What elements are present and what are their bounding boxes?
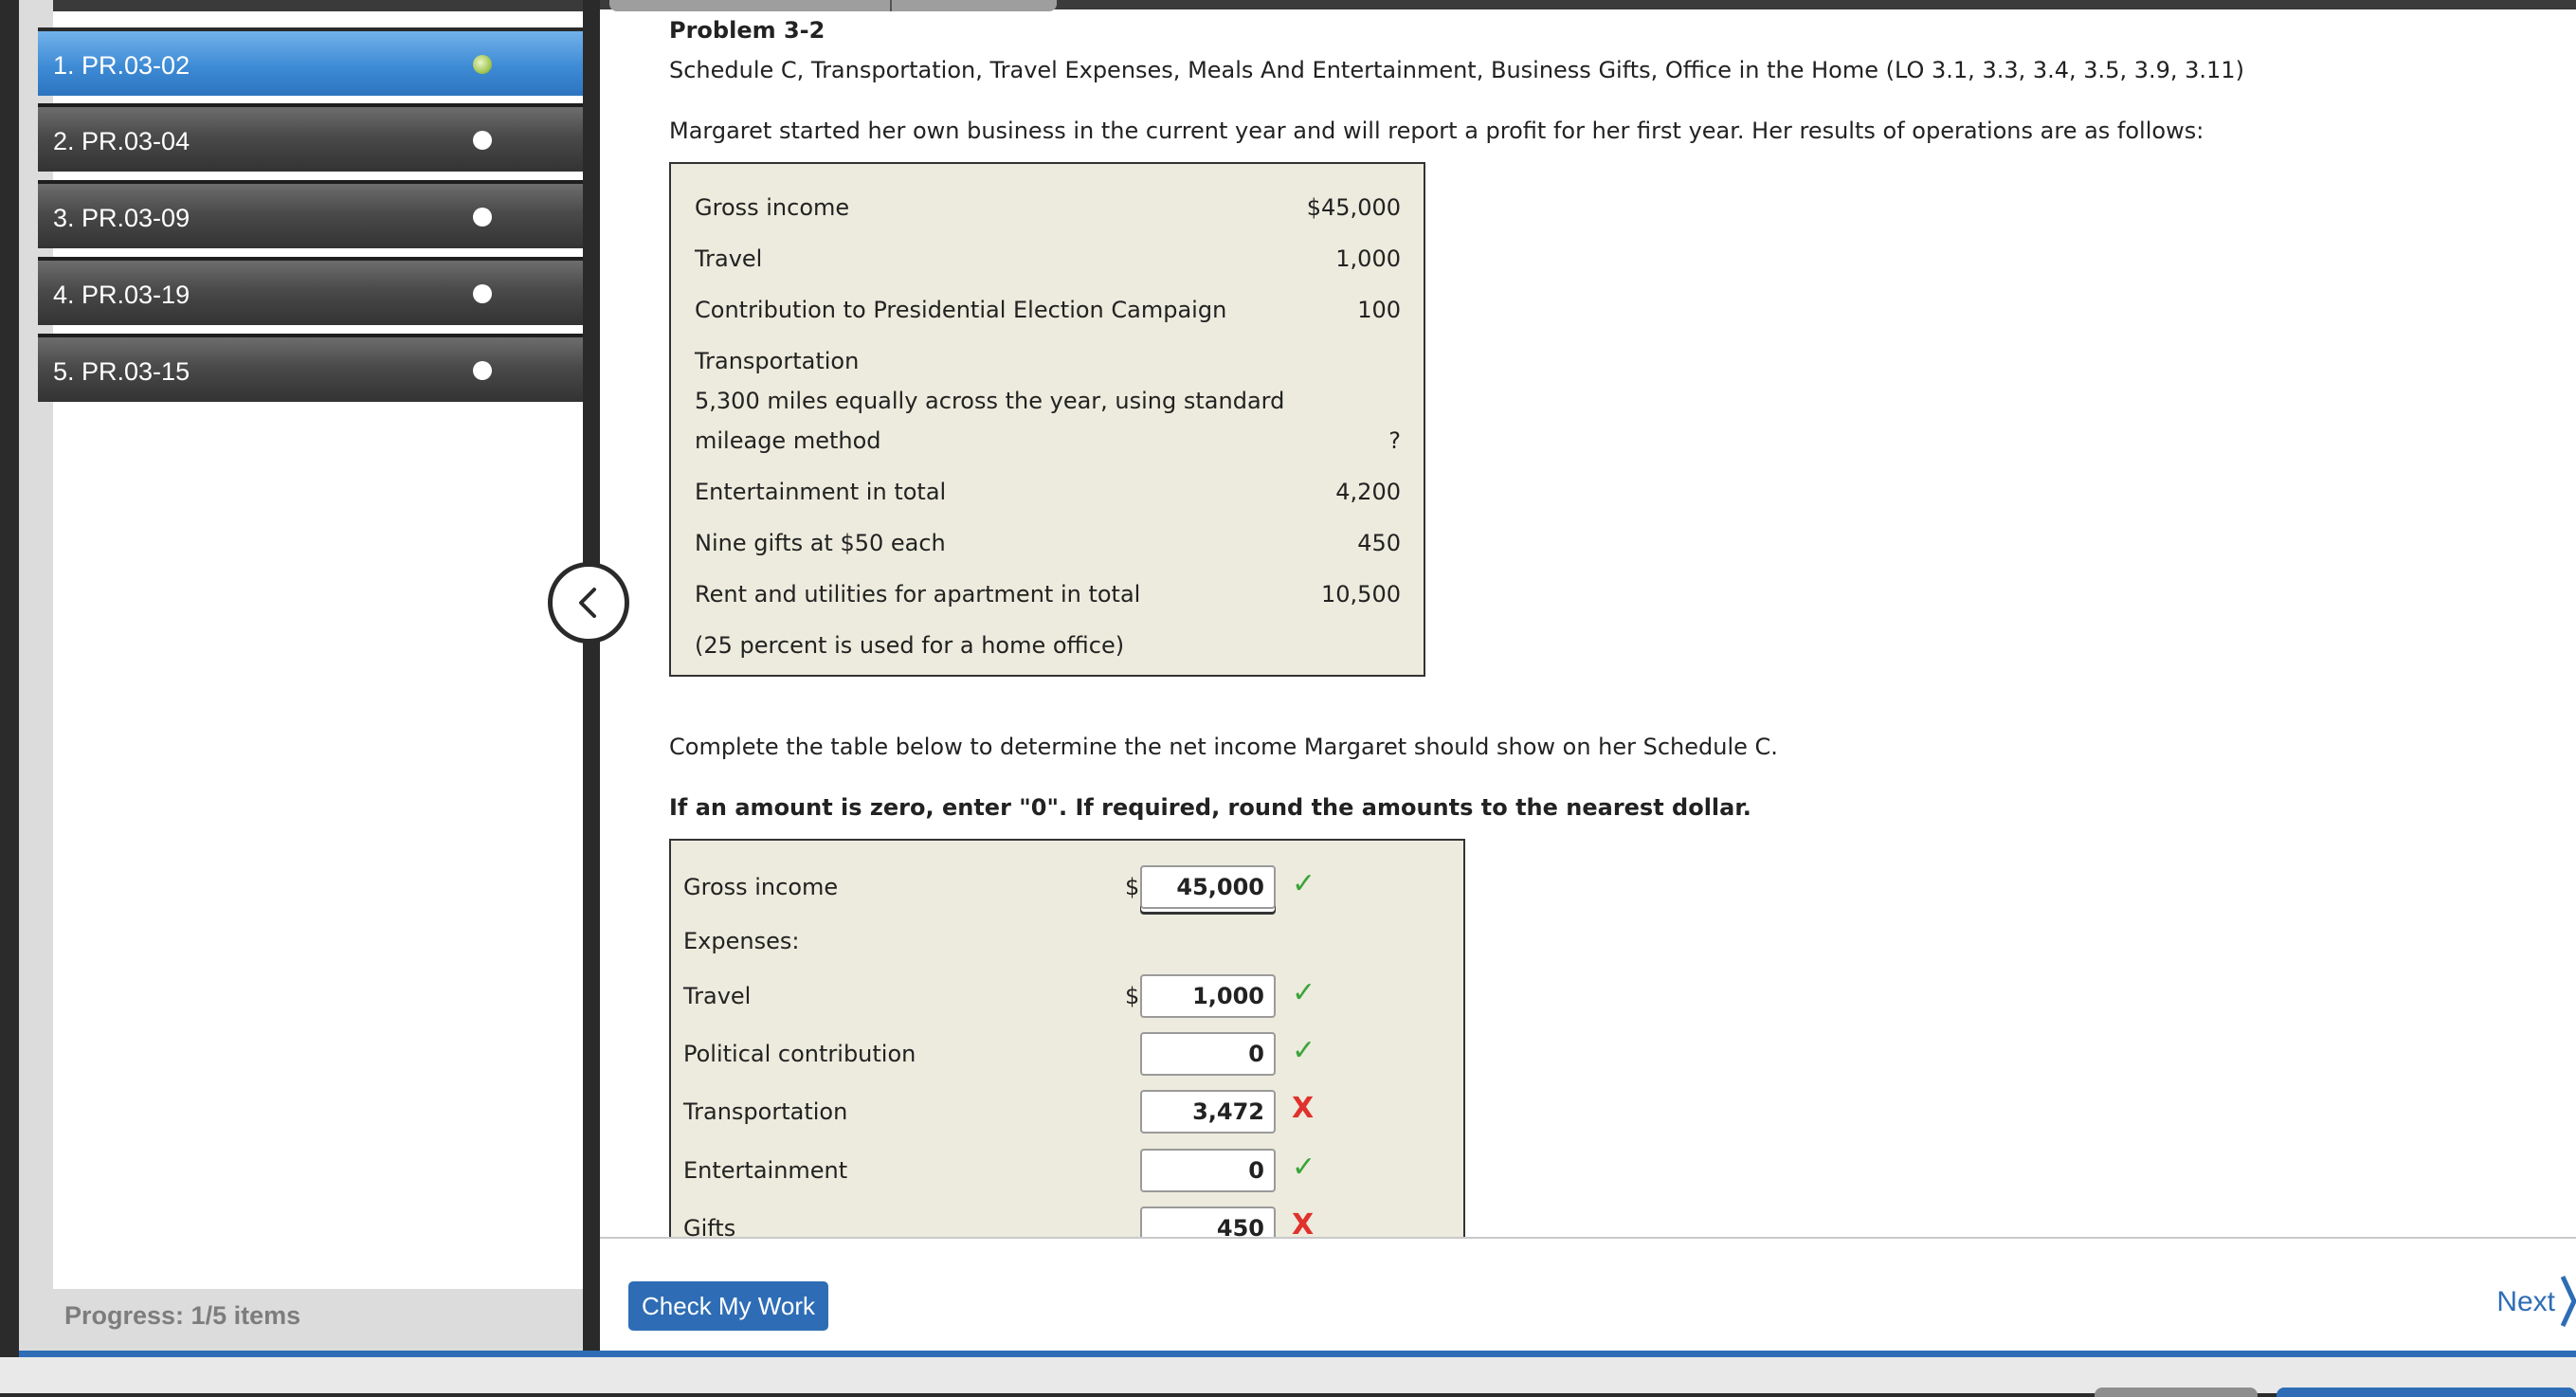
x-mark-icon: X — [1292, 1208, 1315, 1237]
given-label: Transportation — [695, 348, 860, 374]
dollar-sign: $ — [1125, 874, 1140, 900]
given-label: 5,300 miles equally across the year, using standard — [695, 388, 1285, 414]
answer-label-gifts: Gifts — [683, 1215, 736, 1237]
answer-label-entertainment: Entertainment — [683, 1157, 848, 1184]
expenses-heading: Expenses: — [683, 928, 800, 954]
sidebar-item-pr-03-04[interactable] — [38, 103, 583, 172]
check-icon: ✓ — [1292, 976, 1316, 1009]
given-label: Travel — [695, 245, 763, 272]
political-contribution-input[interactable]: 0 — [1140, 1032, 1276, 1076]
sidebar-top-bar — [53, 0, 583, 11]
status-dot-icon — [473, 131, 492, 150]
given-value: 1,000 — [1335, 245, 1401, 272]
given-value: 10,500 — [1321, 581, 1401, 608]
bottom-accent-bar — [19, 1351, 2576, 1357]
gifts-input[interactable]: 450 — [1140, 1206, 1276, 1237]
problem-description: Margaret started her own business in the current year and will report a profit for her first year. Her results of operations are as follows: — [669, 118, 2204, 144]
main-content — [600, 0, 2576, 1237]
given-value: ? — [1388, 427, 1401, 454]
check-icon: ✓ — [1292, 867, 1316, 900]
sidebar-item-pr-03-02[interactable] — [38, 27, 583, 96]
footer-bar — [600, 1237, 2576, 1351]
chevron-right-icon[interactable] — [2561, 1273, 2576, 1330]
x-mark-icon: X — [1292, 1092, 1315, 1125]
sidebar-item-pr-03-09[interactable] — [38, 180, 583, 248]
progress-label: Progress: 1/5 items — [64, 1301, 301, 1330]
status-dot-icon — [473, 361, 492, 380]
problem-title: Problem 3-2 — [669, 17, 825, 44]
status-dot-icon — [473, 208, 492, 227]
given-label: Contribution to Presidential Election Campaign — [695, 297, 1227, 323]
sidebar-item-pr-03-15[interactable] — [38, 334, 583, 402]
next-link[interactable]: Next — [2496, 1286, 2555, 1317]
given-label: mileage method — [695, 427, 881, 454]
given-label: Nine gifts at $50 each — [695, 530, 946, 556]
transportation-input[interactable]: 3,472 — [1140, 1090, 1276, 1134]
collapse-sidebar-button[interactable] — [548, 562, 629, 644]
given-value: 4,200 — [1335, 479, 1401, 505]
dollar-sign: $ — [1125, 983, 1140, 1009]
given-label: Entertainment in total — [695, 479, 947, 505]
sidebar-item-label: 5. PR.03-15 — [53, 357, 190, 386]
answer-label-travel: Travel — [683, 983, 752, 1009]
bottom-tab[interactable] — [2095, 1388, 2258, 1397]
answer-label-gross-income: Gross income — [683, 874, 839, 900]
sidebar-item-label: 4. PR.03-19 — [53, 281, 190, 309]
instructions-text: Complete the table below to determine the net income Margaret should show on her Schedule C. — [669, 734, 1778, 760]
sidebar-item-label: 3. PR.03-09 — [53, 204, 190, 232]
gross-income-input[interactable]: 45,000 — [1140, 865, 1276, 909]
given-label: Rent and utilities for apartment in total — [695, 581, 1141, 608]
given-label: (25 percent is used for a home office) — [695, 632, 1125, 659]
check-icon: ✓ — [1292, 1151, 1316, 1184]
problem-subtitle: Schedule C, Transportation, Travel Expenses, Meals And Entertainment, Business Gifts, Office in the Home (LO 3.1, 3.3, 3.4, 3.5, 3.9, 3.11) — [669, 57, 2244, 83]
instructions-bold: If an amount is zero, enter "0". If required, round the amounts to the nearest dollar. — [669, 794, 1751, 821]
status-dot-icon — [473, 284, 492, 303]
given-data-table — [669, 162, 1425, 677]
answer-label-transportation: Transportation — [683, 1098, 848, 1125]
sidebar-item-label: 1. PR.03-02 — [53, 51, 190, 80]
chevron-left-icon — [570, 584, 608, 622]
given-value: $45,000 — [1306, 194, 1401, 221]
answer-table — [669, 839, 1465, 1237]
top-tab[interactable] — [609, 0, 1057, 11]
sidebar-item-pr-03-19[interactable] — [38, 257, 583, 325]
travel-input[interactable]: 1,000 — [1140, 974, 1276, 1018]
panel-divider[interactable] — [583, 0, 600, 1351]
check-icon: ✓ — [1292, 1034, 1316, 1067]
check-my-work-button[interactable]: Check My Work — [628, 1281, 828, 1331]
status-dot-icon — [473, 55, 492, 74]
entertainment-input[interactable]: 0 — [1140, 1149, 1276, 1192]
bottom-tab-active[interactable] — [2277, 1388, 2576, 1397]
given-value: 100 — [1357, 297, 1401, 323]
given-value: 450 — [1357, 530, 1401, 556]
tab-separator — [890, 0, 892, 11]
given-label: Gross income — [695, 194, 850, 221]
sidebar-item-label: 2. PR.03-04 — [53, 127, 190, 155]
answer-label-political-contribution: Political contribution — [683, 1041, 916, 1067]
